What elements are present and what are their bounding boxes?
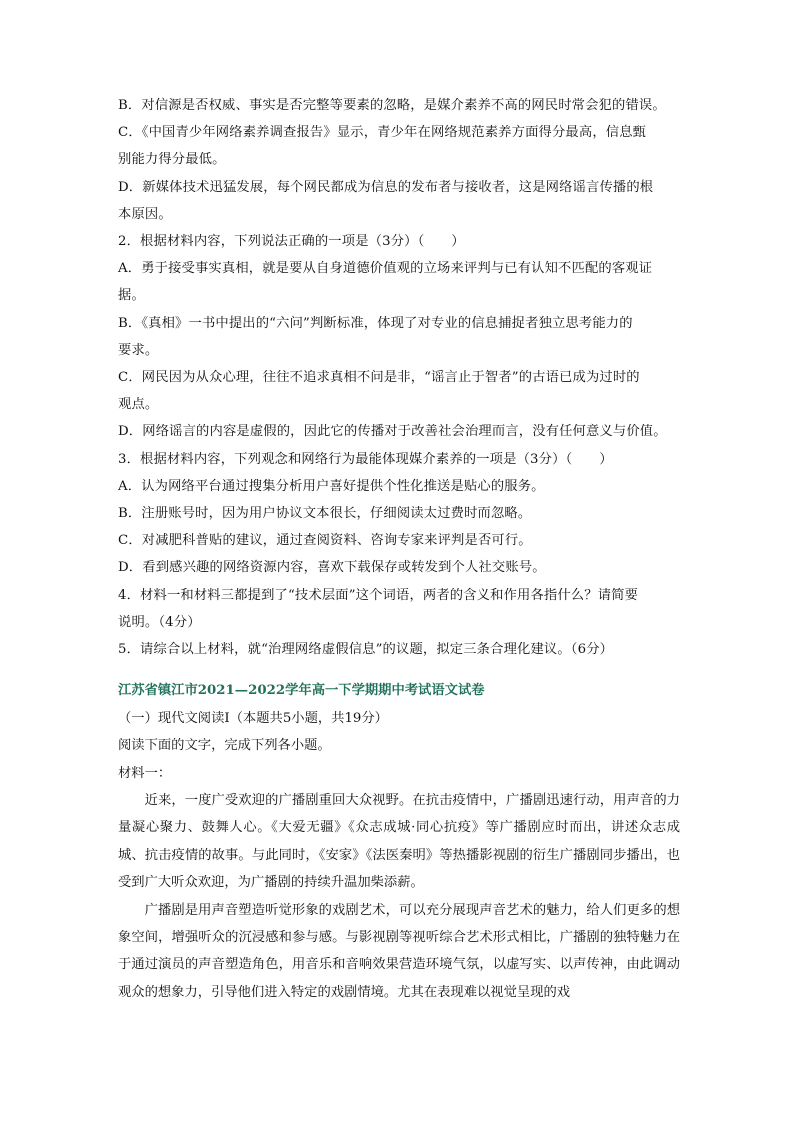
q3-option-a: A．认为网络平台通过搜集分析用户喜好提供个性化推送是贴心的服务。 bbox=[118, 478, 545, 494]
q1-option-b: B．对信源是否权威、事实是否完整等要素的忽略，是媒介素养不高的网民时常会犯的错误。 bbox=[118, 98, 666, 113]
q2-option-b-line-1: B．《真相》一书中提出的“六问”判断标准，体现了对专业的信息捕捉者独立思考能力的 bbox=[118, 315, 633, 331]
q2-option-b-line-2: 要求。 bbox=[118, 342, 159, 358]
question-4 bbox=[118, 582, 680, 636]
q3-option-b: B．注册账号时，因为用户协议文本很长，仔细阅读太过费时而忽略。 bbox=[118, 506, 532, 522]
section-title: 江苏省镇江市2021—2022学年高一下学期期中考试语文试卷 bbox=[118, 683, 485, 699]
q2-option-a-line-1: A．勇于接受事实真相，就是要从自身道德价值观的立场来评判与已有认知不匹配的客观证 bbox=[118, 261, 653, 277]
q2-stem: 2．根据材料内容，下列说法正确的一项是（3分）（ ） bbox=[118, 234, 465, 250]
exam-section bbox=[118, 677, 680, 1006]
q2-option-a-line-2: 据。 bbox=[118, 288, 145, 304]
section-subtitle: （一）现代文阅读Ⅰ（本题共5小题，共19分） bbox=[118, 711, 388, 727]
question-3 bbox=[118, 446, 680, 582]
q1-option-c-line-2: 别能力得分最低。 bbox=[118, 152, 226, 168]
q4-line-2: 说明。（4分） bbox=[118, 614, 201, 630]
section-spacer bbox=[118, 663, 680, 677]
question-5: 5．请综合以上材料，就“治理网络虚假信息”的议题，拟定三条合理化建议。（6分） bbox=[118, 642, 614, 658]
q3-option-d: D．看到感兴趣的网络资源内容，喜欢下载保存或转发到个人社交账号。 bbox=[118, 560, 546, 576]
q3-stem: 3．根据材料内容，下列观念和网络行为最能体现媒介素养的一项是（3分）（ ） bbox=[118, 451, 613, 467]
q1-option-c-line-1: C．《中国青少年网络素养调查报告》显示，青少年在网络规范素养方面得分最高，信息甄 bbox=[118, 125, 647, 141]
q2-option-c-line-1: C．网民因为从众心理，往往不追求真相不问是非，“谣言止于智者”的古语已成为过时的 bbox=[118, 370, 640, 386]
section-instruction: 阅读下面的文字，完成下列各小题。 bbox=[118, 738, 331, 754]
q2-option-d: D．网络谣言的内容是虚假的，因此它的传播对于改善社会治理而言，没有任何意义与价值。 bbox=[118, 424, 667, 440]
q2-option-c-line-2: 观点。 bbox=[118, 397, 159, 413]
question-1-options bbox=[118, 92, 680, 228]
material-label: 材料一： bbox=[118, 765, 172, 781]
material-paragraph-1: 近来，一度广受欢迎的广播剧重回大众视野。在抗击疫情中，广播剧迅速行动，用声音的力量凝心聚力、鼓舞人心。《大爱无疆》《众志成城·同心抗疫》等广播剧应时而出，讲述众志成城、抗击疫情的故事。与此同时，《安家》《法医秦明》等热播影视剧的衍生广播剧同步播出，也受到广大听众欢迎，为广播剧的持续升温加柴添薪。 bbox=[118, 792, 680, 891]
q1-option-d-line-1: D．新媒体技术迅猛发展，每个网民都成为信息的发布者与接收者，这是网络谣言传播的根 bbox=[118, 179, 654, 195]
material-paragraph-2: 广播剧是用声音塑造听觉形象的戏剧艺术，可以充分展现声音艺术的魅力，给人们更多的想象空间，增强听众的沉浸感和参与感。与影视剧等视听综合艺术形式相比，广播剧的独特魅力在于通过演员的声音塑造角色，用音乐和音响效果营造环境气氛，以虚写实、以声传神，由此调动观众的想象力，引导他们进入特定的戏剧情境。尤其在表现难以视觉呈现的戏 bbox=[118, 902, 680, 1000]
q3-option-c: C．对减肥科普贴的建议，通过查阅资料、咨询专家来评判是否可行。 bbox=[118, 533, 532, 549]
q4-line-1: 4．材料一和材料三都提到了“技术层面”这个词语，两者的含义和作用各指什么？请简要 bbox=[118, 587, 639, 603]
document-page bbox=[118, 92, 680, 1006]
q1-option-d-line-2: 本原因。 bbox=[118, 206, 172, 222]
question-2 bbox=[118, 228, 680, 446]
